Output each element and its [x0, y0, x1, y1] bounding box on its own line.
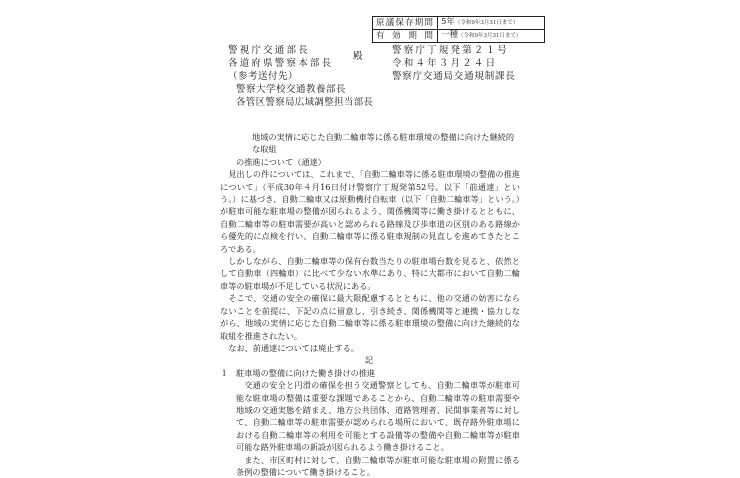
- cc-line-2: 各管区警察局広域調整担当部長: [236, 97, 374, 108]
- retention-label: 有効期間: [373, 30, 438, 43]
- document-number: 警察庁丁規発第２１号: [392, 45, 510, 56]
- retention-label: 原議保存期間: [373, 17, 438, 30]
- paragraph-1: 見出しの件については、これまで、「自動二輪車等に係る駐車環境の整備の推進について」（平成30年４月16日付け警察庁丁規発第52号。以下「前通達」という。）に基づき、自動二輪車又は原動機付自転車（以下「自動二輪車等」という。）が駐車可能な駐車場の整備が図られるよう、関係機関等に働き掛けるとともに、自動二輪車等の駐車需要が高いと認められる路線及び歩車道の区別のある路線から優先的に点検を行い、自動二輪車等に係る駐車規制の見直しを進めてきたところである。: [220, 169, 520, 254]
- subject-line-1: 地域の実情に応じた自動二輪車等に係る駐車環境の整備に向けた継続的な取組: [252, 132, 515, 155]
- paragraph-3: そこで、交通の安全の確保に最大限配慮するとともに、他の交通の妨害にならないことを前提に、下記の点に留意し、引き続き、関係機関等と連携・協力しながら、地域の実情に応じた自動二輪車等に係る駐車環境の整備に向けた継続的な取組を推進されたい。: [220, 293, 520, 341]
- retention-note: （令和9年3月31日まで）: [454, 20, 519, 26]
- issuer: 警察庁交通局交通規制課長: [392, 71, 516, 82]
- retention-note: （令和9年3月31日まで）: [458, 33, 522, 39]
- subject-line-2: の推進について（通達）: [236, 156, 326, 167]
- addressee-line-1: 警視庁交通部長: [228, 45, 310, 56]
- item-1-title: 駐車場の整備に向けた働き掛けの推進: [236, 367, 376, 378]
- item-1-paragraph-2: また、市区町村に対して、自動二輪車等が駐車可能な駐車場の附置に係る条例の整備について働き掛けること。: [236, 454, 520, 477]
- document-date: 令和４年３月２４日: [392, 58, 498, 69]
- item-1-paragraph-1: 交通の安全と円滑の確保を担う交通警察としても、自動二輪車等が駐車可能な駐車場の整備は重要な課題であることから、自動二輪車等の駐車需要や地域の交通実態を踏まえ、地方公共団体、道路管理者、民間事業者等に対して、自動二輪車等の駐車需要が認められる場所において、既存路外駐車場における自動二輪車等の利用を可能とする設備等の整備や自動二輪車等が駐車可能な路外駐車場の新設が図られるよう働き掛けること。: [236, 380, 520, 453]
- paragraph-4: なお、前通達については廃止する。: [228, 342, 360, 353]
- item-1-number: １: [220, 367, 229, 378]
- retention-row: [373, 17, 545, 30]
- retention-value: [438, 30, 545, 43]
- retention-value: [438, 17, 545, 30]
- retention-row: [373, 30, 545, 43]
- retention-table: [372, 16, 545, 43]
- addressee-line-2: 各道府県警察本部長: [228, 58, 334, 69]
- honorific: 殿: [353, 51, 365, 62]
- retention-value-text: 5年: [441, 17, 455, 27]
- retention-value-text: 一種: [441, 30, 459, 40]
- cc-line-1: 警察大学校交通教養部長: [236, 84, 347, 95]
- document-body: [220, 131, 520, 478]
- item-1-heading: [220, 367, 520, 379]
- ki-heading: 記: [364, 355, 376, 366]
- cc-label: （参考送付先）: [228, 71, 299, 82]
- paragraph-2: しかしながら、自動二輪車等の保有台数当たりの駐車場台数を見ると、依然として自動車（四輪車）に比べて少ない水準にあり、特に大都市において自動二輪車等の駐車場が不足している状況にある。: [220, 256, 520, 291]
